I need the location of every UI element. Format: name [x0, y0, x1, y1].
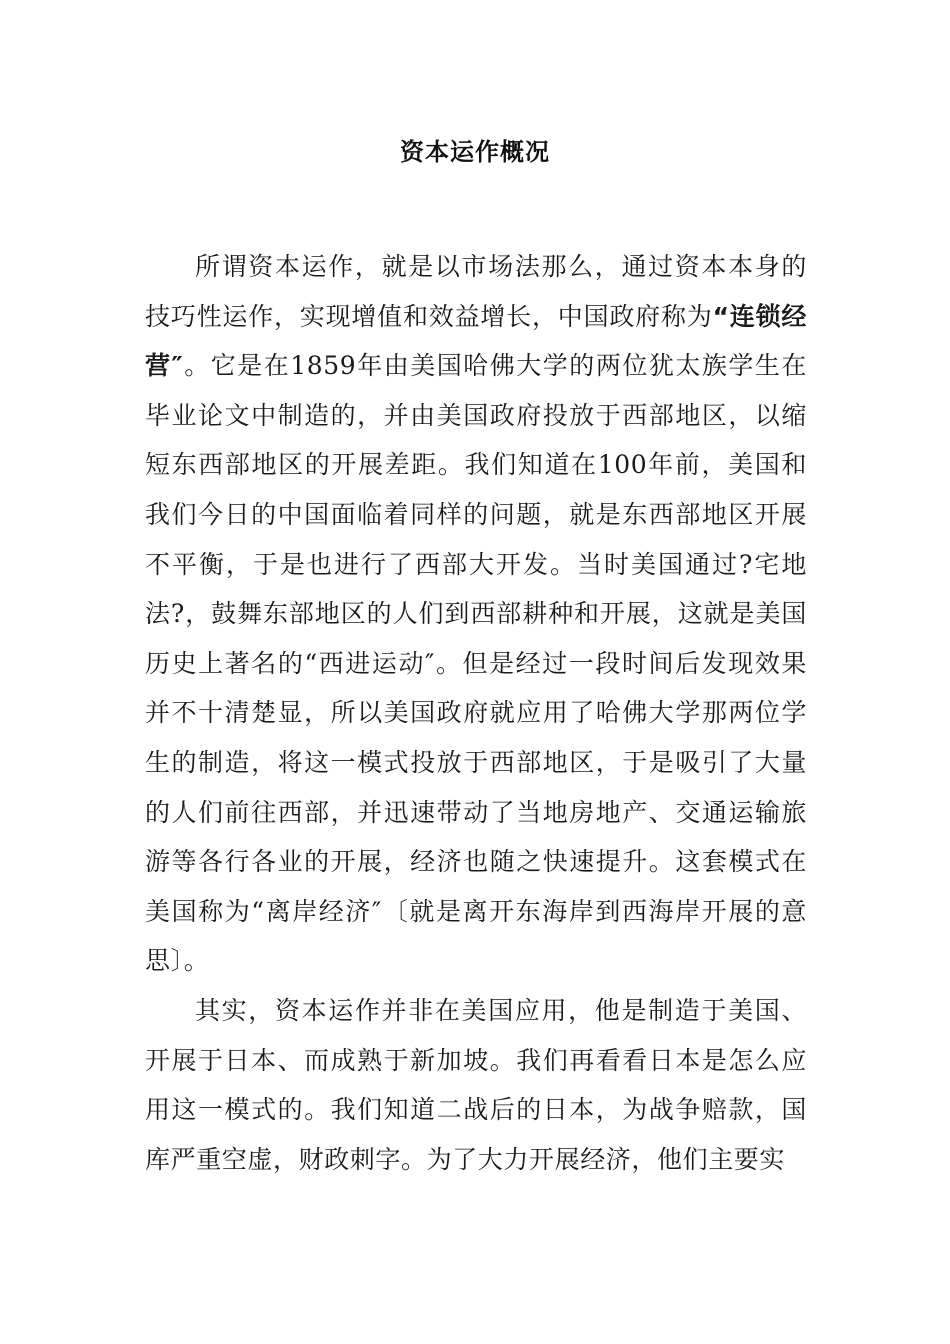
paragraph-1-text-c: 。它是在1859年由美国哈佛大学的两位犹太族学生在毕业论文中制造的，并由美国政府投放于西部地区，以缩短东西部地区的开展差距。我们知道在100年前，美国和我们今日的中国面临着同样的问题，就是东西部地区开展不平衡，于是也进行了西部大开发。当时美国通过?宅地法?，鼓舞东部地区的人们到西部耕种和开展，这就是美国历史上著名的“西进运动″。但是经过一段时间后发现效果并不十清楚显，所以美国政府就应用了哈佛大学那两位学生的制造，将这一模式投放于西部地区，于是吸引了大量的人们前往西部，并迅速带动了当地房地产、交通运输旅游等各行各业的开展，经济也随之快速提升。这套模式在美国称为“离岸经济″〔就是离开东海岸到西海岸开展的意思〕。 — [145, 351, 808, 976]
document-title: 资本运作概况 — [400, 138, 550, 166]
paragraph-2: 其实，资本运作并非在美国应用，他是制造于美国、开展于日本、而成熟于新加坡。我们再看看日本是怎么应用这一模式的。我们知道二战后的日本，为战争赔款，国库严重空虚，财政刺字。为了大力开展经济，他们主要实 — [145, 995, 807, 1174]
paragraph-1-text-a: 所谓资本运作，就是以市场法那么，通过资本本身的技巧性运作，实现增值和效益增长，中国政府称为 — [145, 252, 807, 331]
paragraph-1-emphasis: “连锁经营″ — [145, 301, 807, 381]
paragraph-1 — [145, 242, 807, 986]
document-body — [145, 242, 807, 1184]
